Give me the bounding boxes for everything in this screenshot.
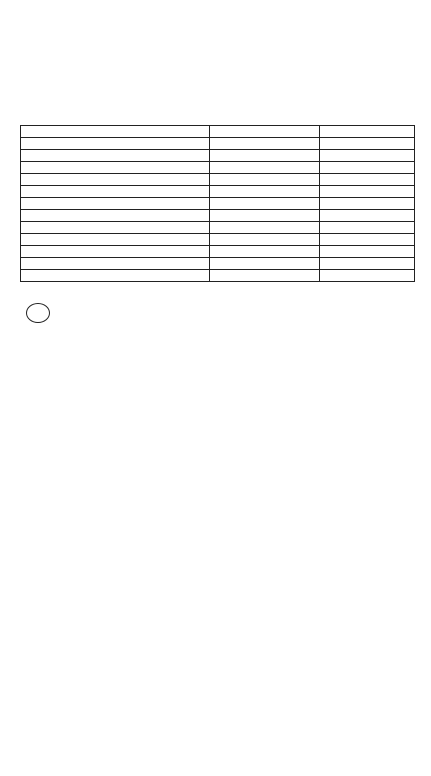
table-header-row	[21, 126, 415, 138]
oib-cell	[210, 150, 320, 162]
name-cell	[21, 174, 210, 186]
table-row	[21, 138, 415, 150]
table-row	[21, 234, 415, 246]
oib-cell	[210, 162, 320, 174]
table-row	[21, 270, 415, 282]
table-row	[21, 162, 415, 174]
table-row	[21, 210, 415, 222]
relation-cell	[320, 150, 415, 162]
table-row	[21, 246, 415, 258]
table-row	[21, 198, 415, 210]
option-1	[37, 306, 53, 319]
column-header	[320, 126, 415, 138]
relation-cell	[320, 138, 415, 150]
name-cell	[21, 150, 210, 162]
oib-cell	[210, 138, 320, 150]
table-row	[21, 222, 415, 234]
relation-cell	[320, 162, 415, 174]
related-persons-table	[20, 125, 415, 282]
table-row	[21, 174, 415, 186]
table-row	[21, 150, 415, 162]
name-cell	[21, 162, 210, 174]
table-row	[21, 258, 415, 270]
column-header	[21, 126, 210, 138]
column-header	[210, 126, 320, 138]
name-cell	[21, 138, 210, 150]
table-row	[21, 186, 415, 198]
relation-cell	[320, 174, 415, 186]
oib-cell	[210, 174, 320, 186]
